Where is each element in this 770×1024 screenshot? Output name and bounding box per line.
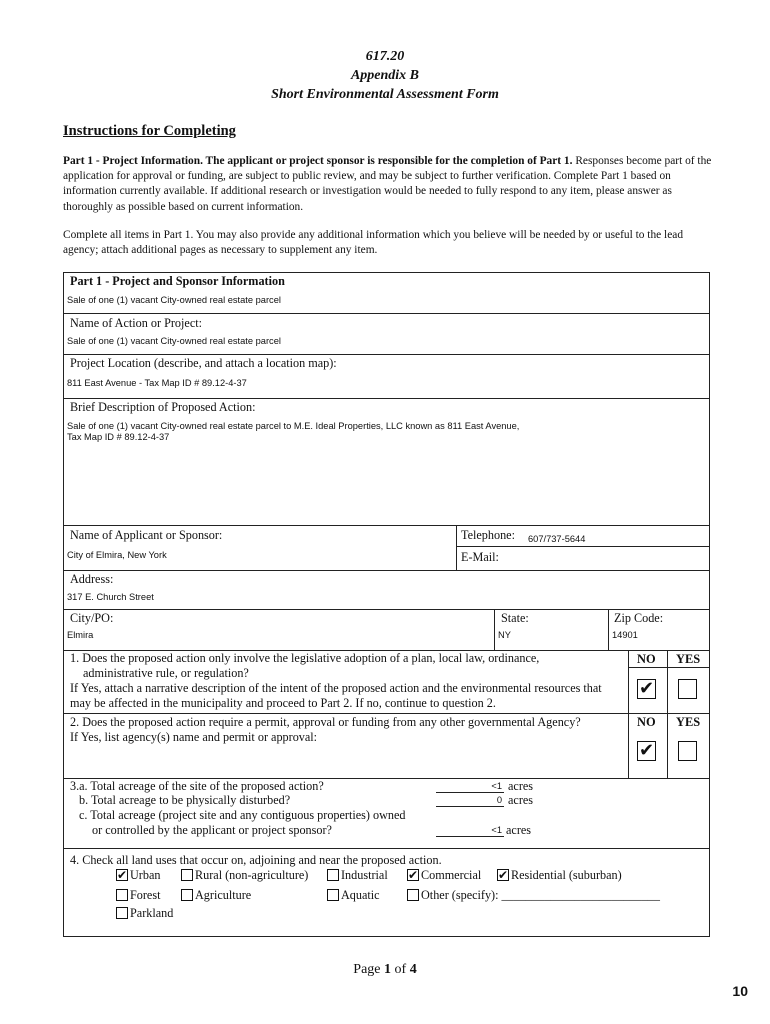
part1-intro-rest: Responses become part of the application for approval or funding, are subject to public review, and may be subject to further verification. Complete Part 1 based on information currently available. If additional research or investigation would be needed to fully respond to any item, please answer as thoroughly as possible based on current information. [63,155,712,213]
divider [64,570,709,571]
page-of: of [391,962,410,977]
divider [64,398,709,399]
other-specify-field[interactable]: __________________________ [501,888,660,902]
agriculture-checkbox[interactable] [181,889,193,901]
instructions-paragraph-1 [63,154,713,215]
part1-intro-bold: Part 1 - Project Information. The applicant or project sponsor is responsible for the completion of Part 1. [63,155,573,167]
commercial-label: Commercial [421,868,482,882]
email-label: E-Mail: [461,550,499,564]
q1-no-header: NO [637,652,656,666]
aquatic-checkbox[interactable] [327,889,339,901]
q1-line4: may be affected in the municipality and proceed to Part 2. If no, continue to question 2. [70,696,496,710]
page-footer [0,962,770,978]
divider [628,650,629,713]
q3b-label: b. Total acreage to be physically disturbed? [79,793,291,807]
q1-no-checkbox[interactable] [637,679,656,699]
zip-label: Zip Code: [614,611,664,625]
q3b-value: 0 [496,795,502,805]
divider [456,525,457,570]
divider [64,713,709,714]
state-label: State: [501,611,529,625]
industrial-checkbox[interactable] [327,869,339,881]
instructions-title: Instructions for Completing [63,123,236,139]
other-label-text: Other (specify): [421,888,502,902]
action-name-label: Name of Action or Project: [70,316,202,330]
check-mark-icon: ✔ [117,868,128,882]
instructions-paragraph-2: Complete all items in Part 1. You may also provide any additional information which you believe will be needed by or useful to the lead agency; attach additional pages as necessary to supplement any item. [63,229,684,257]
applicant-field[interactable]: City of Elmira, New York [67,550,167,560]
description-label: Brief Description of Proposed Action: [70,400,256,414]
q2-no-checkbox[interactable] [637,741,656,761]
other-checkbox[interactable] [407,889,419,901]
section-value: Sale of one (1) vacant City-owned real estate parcel [67,295,281,305]
q2-line2: If Yes, list agency(s) name and permit or approval: [70,730,318,744]
section-number: 617.20 [365,49,405,64]
form-title: Short Environmental Assessment Form [271,87,499,102]
q2-yes-header: YES [676,715,701,729]
q3b-unit: acres [508,793,534,807]
zip-field[interactable]: 14901 [612,630,638,640]
q3a-unit: acres [508,779,534,793]
form-header [0,47,770,104]
page-total: 4 [409,962,417,977]
q2-no-header: NO [637,715,656,729]
description-field-line2[interactable]: Tax Map ID # 89.12-4-37 [67,432,170,442]
divider [494,609,495,650]
applicant-label: Name of Applicant or Sponsor: [70,528,223,542]
q3a-label: 3.a. Total acreage of the site of the proposed action? [70,779,324,793]
urban-label: Urban [130,868,161,882]
divider [628,667,709,668]
divider [64,313,709,314]
check-mark-icon: ✔ [639,740,655,761]
divider [628,713,629,778]
divider [608,609,609,650]
residential-checkbox[interactable] [497,869,509,881]
q3a-field[interactable] [436,779,504,793]
aquatic-label: Aquatic [341,888,380,902]
parkland-checkbox[interactable] [116,907,128,919]
telephone-label: Telephone: [461,528,515,542]
q1-line1: 1. Does the proposed action only involve the legislative adoption of a plan, local law, ordinance, [70,651,540,665]
q1-yes-header: YES [676,652,701,666]
q1-line2: administrative rule, or regulation? [83,666,249,680]
section-title: Part 1 - Project and Sponsor Information [70,274,285,288]
page-current: 1 [384,962,392,977]
q3c-field[interactable] [436,823,504,837]
document-page-number: 10 [732,983,748,999]
q3c-unit: acres [506,823,532,837]
description-field-line1[interactable]: Sale of one (1) vacant City-owned real estate parcel to M.E. Ideal Properties, LLC known as 811 East Avenue, [67,421,520,431]
divider [64,609,709,610]
urban-checkbox[interactable] [116,869,128,881]
check-mark-icon: ✔ [408,868,419,882]
forest-label: Forest [130,888,161,902]
appendix-label: Appendix B [350,68,420,83]
parkland-label: Parkland [130,906,174,920]
q3c-value: <1 [491,825,502,835]
location-field[interactable]: 811 East Avenue - Tax Map ID # 89.12-4-37 [67,378,247,388]
divider [64,525,709,526]
rural-label: Rural (non-agriculture) [195,868,309,882]
divider [64,354,709,355]
divider [64,848,709,849]
q2-line1: 2. Does the proposed action require a permit, approval or funding from any other governmental Agency? [70,715,581,729]
action-name-field[interactable]: Sale of one (1) vacant City-owned real estate parcel [67,336,281,346]
q1-line3: If Yes, attach a narrative description of the intent of the proposed action and the environmental resources that [70,681,602,695]
city-field[interactable]: Elmira [67,630,94,640]
check-mark-icon: ✔ [498,868,509,882]
q3a-value: <1 [491,781,502,791]
rural-checkbox[interactable] [181,869,193,881]
agriculture-label: Agriculture [195,888,252,902]
q1-yes-checkbox[interactable] [678,679,697,699]
part1-form [63,272,710,937]
divider [456,546,709,547]
city-label: City/PO: [70,611,114,625]
other-label [421,888,660,903]
q3c-label-line1: c. Total acreage (project site and any contiguous properties) owned [79,808,406,822]
check-mark-icon: ✔ [639,678,655,699]
residential-label: Residential (suburban) [511,868,622,882]
telephone-field[interactable]: 607/737-5644 [528,534,586,544]
state-field[interactable]: NY [498,630,511,640]
divider [667,650,668,713]
q3c-label-line2: or controlled by the applicant or project sponsor? [92,823,332,837]
q2-yes-checkbox[interactable] [678,741,697,761]
commercial-checkbox[interactable] [407,869,419,881]
address-label: Address: [70,572,114,586]
divider [667,713,668,778]
location-label: Project Location (describe, and attach a location map): [70,356,337,370]
q3b-field[interactable] [436,793,504,807]
industrial-label: Industrial [341,868,388,882]
q4-label: 4. Check all land uses that occur on, adjoining and near the proposed action. [70,853,442,867]
page-prefix: Page [353,962,385,977]
address-field[interactable]: 317 E. Church Street [67,592,154,602]
forest-checkbox[interactable] [116,889,128,901]
